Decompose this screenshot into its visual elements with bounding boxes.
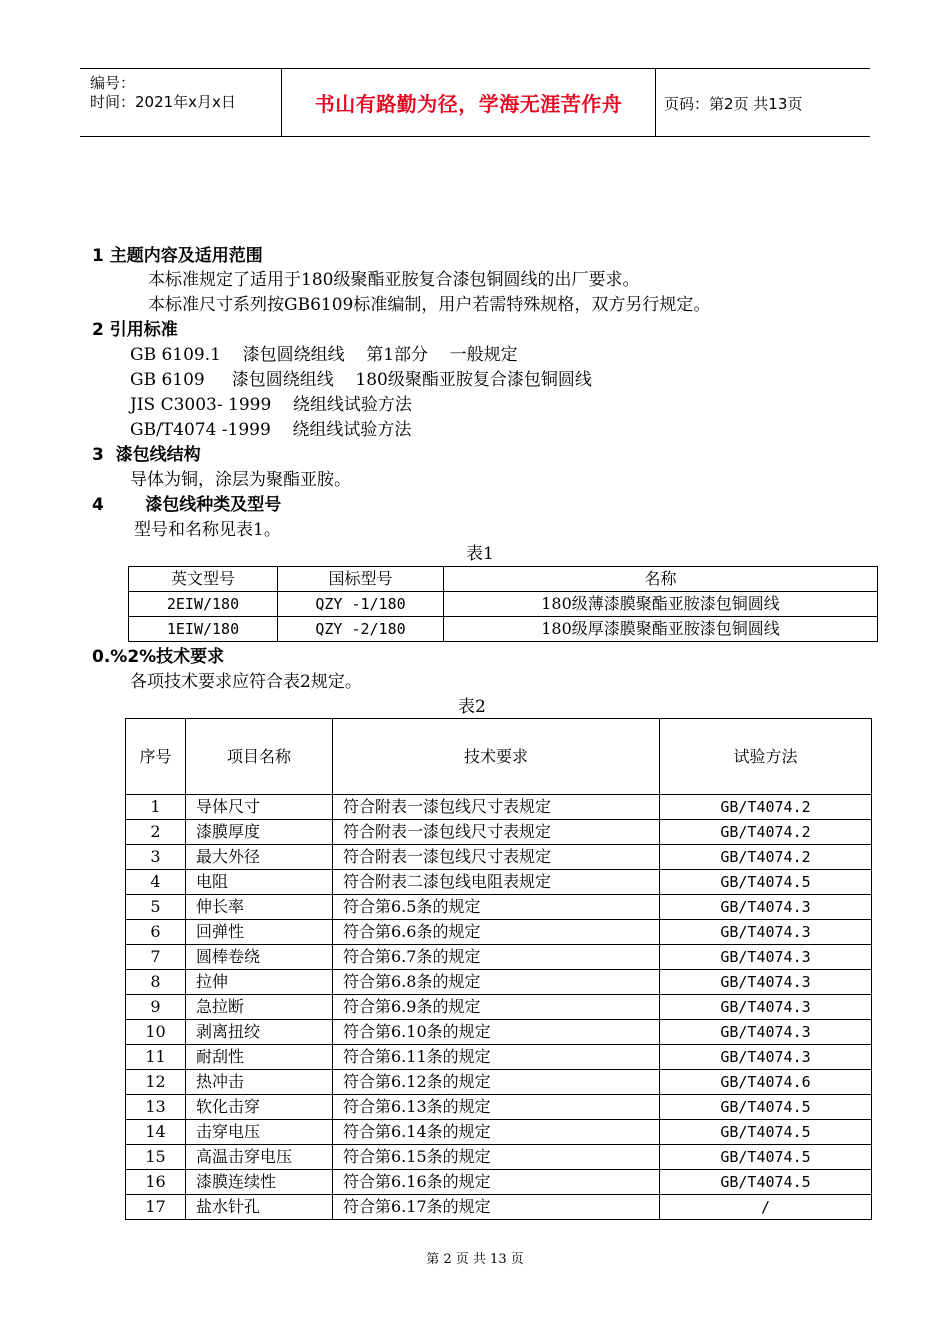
table-row (126, 845, 872, 870)
table-2-caption: 表2 (458, 697, 486, 717)
table-row (126, 1145, 872, 1170)
table-row (129, 617, 878, 642)
table-cell: GB/T4074.5 (660, 1170, 872, 1195)
table-cell: 符合第6.9条的规定 (333, 995, 660, 1020)
table-row (126, 1195, 872, 1220)
table-cell: 180级薄漆膜聚酯亚胺漆包铜圆线 (444, 592, 878, 617)
section-1-para-1: 本标准规定了适用于180级聚酯亚胺复合漆包铜圆线的出厂要求。 (148, 270, 640, 290)
table-cell: 1 (126, 795, 186, 820)
table-cell: 符合第6.15条的规定 (333, 1145, 660, 1170)
table-cell: 符合第6.14条的规定 (333, 1120, 660, 1145)
table-cell: 11 (126, 1045, 186, 1070)
header-meta (80, 69, 282, 136)
table-row (126, 1170, 872, 1195)
table-row (129, 592, 878, 617)
section-3-title: 3 漆包线结构 (92, 445, 201, 465)
table-row (126, 945, 872, 970)
table-cell: 伸长率 (186, 895, 333, 920)
section-3-para: 导体为铜，涂层为聚酯亚胺。 (130, 470, 351, 490)
table-cell: 急拉断 (186, 995, 333, 1020)
table-cell: GB/T4074.2 (660, 795, 872, 820)
table-cell: 符合第6.8条的规定 (333, 970, 660, 995)
table-cell: 电阻 (186, 870, 333, 895)
table-cell: 6 (126, 920, 186, 945)
section-1-para-2: 本标准尺寸系列按GB6109标准编制，用户若需特殊规格，双方另行规定。 (148, 295, 711, 315)
table-cell: 击穿电压 (186, 1120, 333, 1145)
table-cell: GB/T4074.3 (660, 1020, 872, 1045)
ref-item: GB/T4074 -1999 绕组线试验方法 (130, 420, 412, 440)
table-row (126, 895, 872, 920)
table-cell: 符合附表一漆包线尺寸表规定 (333, 795, 660, 820)
table-cell: GB/T4074.5 (660, 1095, 872, 1120)
table-1-caption: 表1 (466, 544, 494, 564)
table-cell: 符合第6.7条的规定 (333, 945, 660, 970)
section-4-para: 型号和名称见表1。 (134, 520, 281, 540)
table-2-header: 技术要求 (333, 719, 660, 795)
table-cell: 3 (126, 845, 186, 870)
table-cell: QZY -2/180 (278, 617, 444, 642)
table-cell: GB/T4074.3 (660, 895, 872, 920)
table-cell: 13 (126, 1095, 186, 1120)
section-4-title: 4 漆包线种类及型号 (92, 495, 282, 515)
table-cell: 5 (126, 895, 186, 920)
table-cell: GB/T4074.5 (660, 870, 872, 895)
table-2-header: 项目名称 (186, 719, 333, 795)
table-1 (128, 566, 878, 642)
table-cell: GB/T4074.3 (660, 920, 872, 945)
table-cell: 导体尺寸 (186, 795, 333, 820)
table-cell: 高温击穿电压 (186, 1145, 333, 1170)
table-2 (125, 718, 872, 1220)
ref-item: GB 6109.1 漆包圆绕组线 第1部分 一般规定 (130, 345, 518, 365)
table-row (126, 920, 872, 945)
page-info: 页码：第2页 共13页 (664, 95, 803, 113)
table-cell: 符合第6.11条的规定 (333, 1045, 660, 1070)
table-cell: 9 (126, 995, 186, 1020)
table-cell: 符合第6.13条的规定 (333, 1095, 660, 1120)
table-cell: GB/T4074.3 (660, 1045, 872, 1070)
ref-item: JIS C3003- 1999 绕组线试验方法 (130, 395, 412, 415)
table-cell: 耐刮性 (186, 1045, 333, 1070)
table-2-header: 序号 (126, 719, 186, 795)
section-5-title: 0.%2%技术要求 (92, 647, 225, 667)
table-cell: 软化击穿 (186, 1095, 333, 1120)
table-cell: 回弹性 (186, 920, 333, 945)
table-cell: QZY -1/180 (278, 592, 444, 617)
table-cell: GB/T4074.2 (660, 820, 872, 845)
table-cell: 2EIW/180 (129, 592, 278, 617)
table-cell: 符合第6.6条的规定 (333, 920, 660, 945)
table-1-header: 名称 (444, 567, 878, 592)
table-row (126, 795, 872, 820)
table-row (126, 1020, 872, 1045)
table-cell: 符合第6.5条的规定 (333, 895, 660, 920)
table-cell: 17 (126, 1195, 186, 1220)
section-5-para: 各项技术要求应符合表2规定。 (130, 672, 362, 692)
table-cell: 圆棒卷绕 (186, 945, 333, 970)
table-cell: 12 (126, 1070, 186, 1095)
table-2-header: 试验方法 (660, 719, 872, 795)
table-cell: GB/T4074.6 (660, 1070, 872, 1095)
table-cell: 热冲击 (186, 1070, 333, 1095)
table-cell: 拉伸 (186, 970, 333, 995)
ref-item: GB 6109 漆包圆绕组线 180级聚酯亚胺复合漆包铜圆线 (130, 370, 592, 390)
section-1-title: 1 主题内容及适用范围 (92, 246, 263, 266)
table-cell: 符合第6.16条的规定 (333, 1170, 660, 1195)
table-cell: GB/T4074.2 (660, 845, 872, 870)
table-cell: 15 (126, 1145, 186, 1170)
table-cell: / (660, 1195, 872, 1220)
table-row (126, 1120, 872, 1145)
table-row (126, 870, 872, 895)
table-cell: 8 (126, 970, 186, 995)
page-header (80, 68, 870, 137)
table-cell: GB/T4074.5 (660, 1120, 872, 1145)
table-cell: 漆膜厚度 (186, 820, 333, 845)
table-row (126, 995, 872, 1020)
table-cell: GB/T4074.3 (660, 970, 872, 995)
table-1-header: 英文型号 (129, 567, 278, 592)
table-cell: 14 (126, 1120, 186, 1145)
header-page-cell (656, 69, 870, 136)
table-cell: GB/T4074.5 (660, 1145, 872, 1170)
header-motto-cell (282, 69, 656, 136)
table-cell: 1EIW/180 (129, 617, 278, 642)
table-cell: GB/T4074.3 (660, 945, 872, 970)
table-cell: 4 (126, 870, 186, 895)
table-cell: 符合第6.17条的规定 (333, 1195, 660, 1220)
table-row (126, 1045, 872, 1070)
table-cell: 符合第6.10条的规定 (333, 1020, 660, 1045)
table-row (126, 1070, 872, 1095)
table-cell: 2 (126, 820, 186, 845)
time-label: 时间：2021年x月x日 (90, 93, 236, 111)
motto: 书山有路勤为径，学海无涯苦作舟 (314, 92, 623, 116)
table-cell: 符合附表一漆包线尺寸表规定 (333, 845, 660, 870)
table-cell: 符合第6.12条的规定 (333, 1070, 660, 1095)
table-cell: GB/T4074.3 (660, 995, 872, 1020)
table-cell: 符合附表一漆包线尺寸表规定 (333, 820, 660, 845)
table-cell: 180级厚漆膜聚酯亚胺漆包铜圆线 (444, 617, 878, 642)
table-cell: 漆膜连续性 (186, 1170, 333, 1195)
number-label: 编号： (90, 74, 136, 92)
section-2-title: 2 引用标准 (92, 320, 178, 340)
table-1-header: 国标型号 (278, 567, 444, 592)
table-cell: 16 (126, 1170, 186, 1195)
table-cell: 剥离扭绞 (186, 1020, 333, 1045)
page-footer: 第 2 页 共 13 页 (426, 1252, 524, 1267)
table-cell: 10 (126, 1020, 186, 1045)
table-cell: 符合附表二漆包线电阻表规定 (333, 870, 660, 895)
table-row (126, 1095, 872, 1120)
table-cell: 盐水针孔 (186, 1195, 333, 1220)
table-cell: 最大外径 (186, 845, 333, 870)
table-row (126, 820, 872, 845)
table-cell: 7 (126, 945, 186, 970)
table-row (126, 970, 872, 995)
